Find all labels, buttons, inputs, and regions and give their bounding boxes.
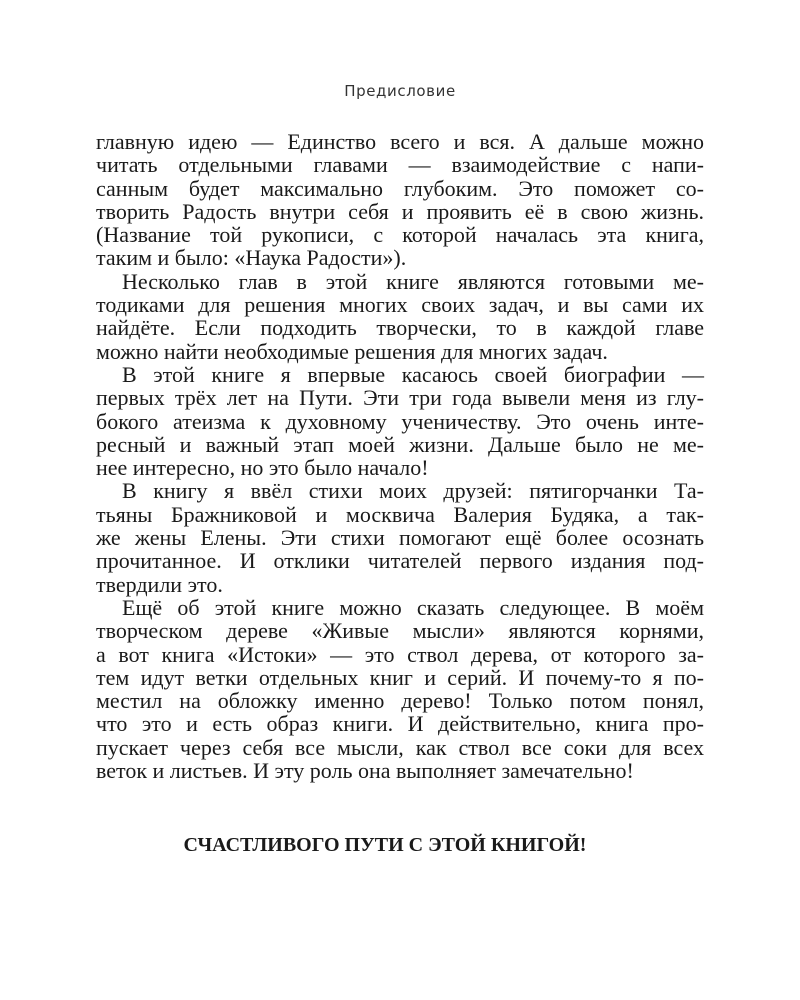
text-line: санным будет максимально глубоким. Это поможет со- [96,175,704,201]
text-line: пускает через себя все мысли, как ствол все соки для всех [96,734,704,760]
text-line: Ещё об этой книге можно сказать следующее. В моём [122,594,704,620]
text-line: бокого атеизма к духовному ученичеству. Это очень инте- [96,408,704,434]
text-line: что это и есть образ книги. И действительно, книга про- [96,711,704,737]
text-line: первых трёх лет на Пути. Эти три года вывели меня из глу- [96,385,704,411]
text-line: таким и было: «Наука Радости»). [96,245,407,271]
text-line: тьяны Бражниковой и москвича Валерия Будяка, а так- [96,501,704,527]
body-text [96,130,704,782]
running-head: Предисловие [344,82,456,100]
text-line: ресный и важный этап моей жизни. Дальше было не ме- [96,431,704,457]
text-line: главную идею — Единство всего и вся. А дальше можно [96,129,704,154]
text-line: тем идут ветки отдельных книг и серий. И почему-то я по- [96,664,704,690]
text-line: а вот книга «Истоки» — это ствол дерева, от которого за- [96,641,704,667]
text-line: можно найти необходимые решения для многих задач. [96,338,608,364]
closing-heading: СЧАСТЛИВОГО ПУТИ С ЭТОЙ КНИГОЙ! [183,834,587,856]
text-line: найдёте. Если подходить творчески, то в каждой главе [96,315,704,341]
text-line: нее интересно, но это было начало! [96,455,429,481]
text-line: же жены Елены. Эти стихи помогают ещё более осознать [96,525,704,551]
text-line: читать отдельными главами — взаимодействие с напи- [96,152,704,178]
text-line: В книгу я ввёл стихи моих друзей: пятигорчанки Та- [122,478,704,504]
text-line: В этой книге я впервые касаюсь своей биографии — [122,361,704,387]
text-line: тодиками для решения многих своих задач, и вы сами их [96,292,704,318]
text-line: (Название той рукописи, с которой началась эта книга, [96,222,704,248]
text-line: твердили это. [96,571,223,597]
text-line: творить Радость внутри себя и проявить её в свою жизнь. [96,198,704,224]
text-line: веток и листьев. И эту роль она выполняет замечательно! [96,758,634,784]
text-line: Несколько глав в этой книге являются готовыми ме- [122,268,704,294]
text-line: местил на обложку именно дерево! Только потом понял, [96,688,704,714]
text-line: прочитанное. И отклики читателей первого издания под- [96,548,704,574]
text-line: творческом дереве «Живые мысли» являются корнями, [96,618,704,644]
